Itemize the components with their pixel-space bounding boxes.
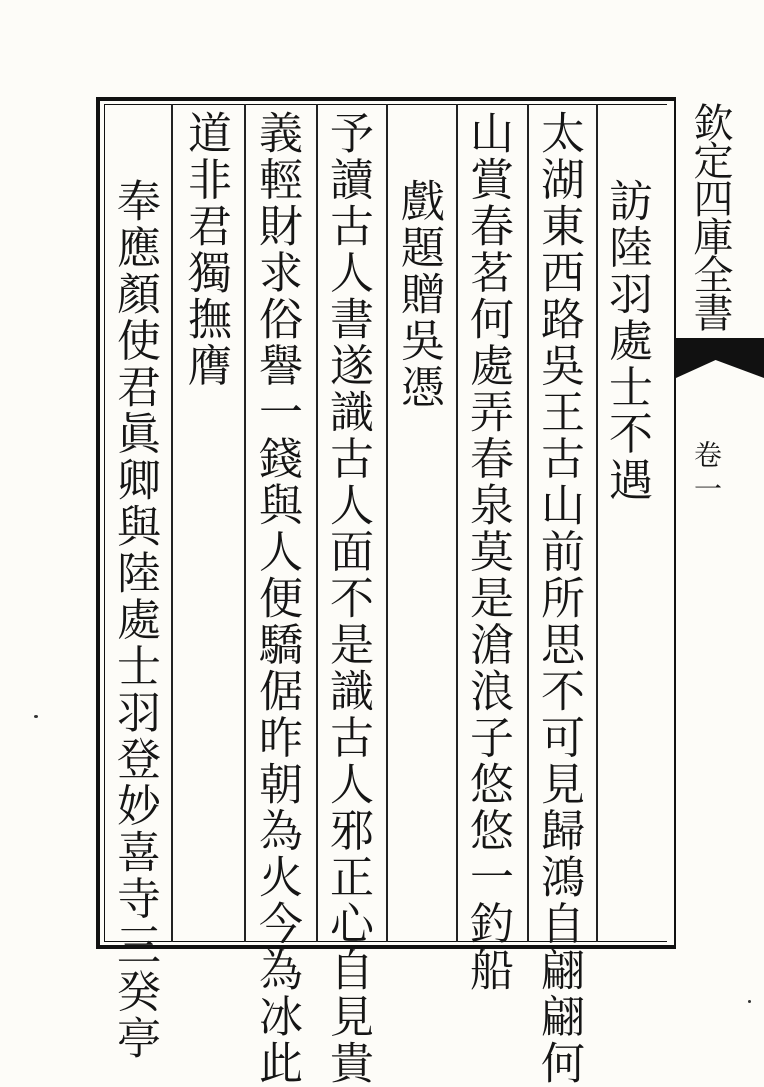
column-rule (386, 104, 388, 942)
margin-volume-number: 卷一 (690, 440, 723, 508)
column-rule (596, 104, 598, 942)
poem-line: 太湖東西路吳王古山前所思不可見歸鴻自翩翩何 (533, 110, 584, 1087)
poem-line: 義輕財求俗譽一錢與人便驕倨昨朝為火今為冰此 (251, 110, 302, 1087)
poem-title-2: 戲題贈吳憑 (393, 178, 444, 411)
paper-speck (34, 715, 38, 718)
column-rule (316, 104, 318, 942)
margin-book-title: 欽定四庫全書 (687, 102, 733, 330)
paper-speck (748, 1000, 751, 1003)
column-rule (171, 104, 173, 942)
column-rule (244, 104, 246, 942)
poem-line: 山賞春茗何處弄春泉莫是滄浪子悠悠一釣船 (462, 110, 513, 994)
column-rule (456, 104, 458, 942)
poem-title-1: 訪陸羽處士不遇 (601, 178, 652, 504)
poem-line: 予讀古人書遂識古人面不是識古人邪正心自見貴 (322, 110, 373, 1087)
poem-line: 道非君獨撫膺 (180, 110, 231, 389)
poem-title-3: 奉應顏使君眞卿與陸處士羽登妙喜寺三癸亭 (109, 178, 160, 1062)
column-rule (527, 104, 529, 942)
